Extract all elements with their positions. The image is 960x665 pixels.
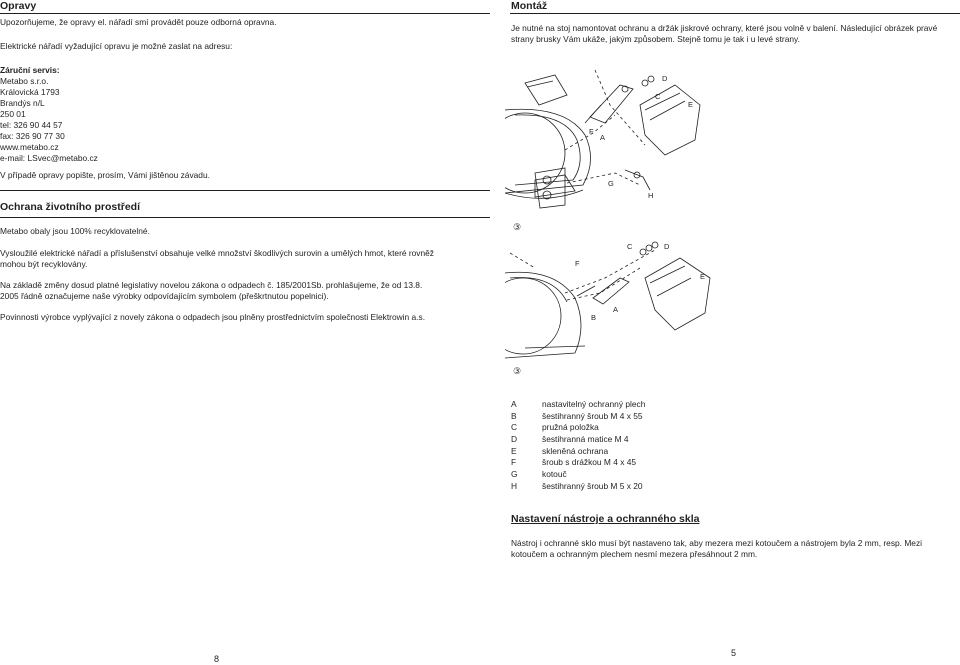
adjustment-paragraph (511, 538, 922, 560)
legend-key: E (511, 445, 517, 456)
legend-item (511, 469, 645, 481)
assembly-figure-bottom (505, 238, 735, 378)
figure-label-a: A (613, 305, 619, 314)
address-line-email[interactable]: e-mail: LSvec@metabo.cz (0, 153, 98, 163)
assembly-paragraph (511, 23, 937, 45)
legend-item (511, 446, 645, 458)
text-line: mohou být recyklovány. (0, 259, 88, 269)
legend-item (511, 434, 645, 446)
env-paragraph-3 (0, 280, 422, 302)
legend-text: šestihranná matice M 4 (542, 434, 629, 445)
repair-paragraph-1: Upozorňujeme, že opravy el. nářadí smí provádět pouze odborná opravna. (0, 17, 277, 27)
figure-label-h: H (648, 191, 654, 200)
heading-adjustment: Nastavení nástroje a ochranného skla (511, 513, 700, 525)
text-line: strany brusky Vám ukáže, jakým způsobem. Stejně tomu je tak i u levé strany. (511, 34, 800, 44)
legend-text: nastavitelný ochranný plech (542, 399, 646, 409)
repair-paragraph-2: Elektrické nářadí vyžadující opravu je možné zaslat na adresu: (0, 41, 233, 51)
legend-key: C (511, 422, 518, 433)
text-line: Vysloužilé elektrické nářadí a příslušenství obsahuje velké množství škodlivých surovin a umělých hmot, které rovněž (0, 248, 434, 258)
figure-label-f: F (575, 259, 580, 268)
service-heading: Záruční servis: (0, 65, 60, 75)
figure-label-e: E (700, 272, 706, 281)
figure-label-g: G (608, 179, 614, 188)
env-paragraph-4: Povinnosti výrobce vyplývající z novely zákona o odpadech jsou plněny prostřednictvím společnosti Elektrowin a.s. (0, 312, 426, 322)
legend-text: kotouč (542, 469, 567, 480)
text-line: Nástroj i ochranné sklo musí být nastaveno tak, aby mezera mezi kotoučem a nástrojem byla 2 mm, resp. Mezi (511, 538, 923, 548)
text-line: kotoučem a ochranným plechem nesmí mezera přesáhnout 2 mm. (511, 549, 758, 559)
address-line: Metabo s.r.o. (0, 76, 49, 86)
divider (510, 13, 960, 14)
env-paragraph-2 (0, 248, 434, 270)
legend-text: pružná položka (542, 422, 599, 433)
legend-key: F (511, 457, 517, 468)
divider (0, 217, 490, 218)
legend-text: šestihranný šroub M 5 x 20 (542, 480, 643, 491)
figure-label-f: F (589, 127, 594, 136)
address-line: Královická 1793 (0, 87, 60, 97)
address-line: Brandýs n/L (0, 98, 45, 108)
legend-item (511, 399, 645, 411)
figure-label-b: B (591, 313, 597, 322)
figure-label-d: D (664, 242, 670, 251)
legend-key: A (511, 399, 517, 409)
heading-environment: Ochrana životního prostředí (0, 201, 141, 213)
parts-legend (511, 399, 645, 493)
figure-label-a: A (600, 133, 606, 142)
text-line: Je nutné na stoj namontovat ochranu a držák jiskrové ochrany, které jsou volně v balení. Následující obrázek pravé (511, 23, 938, 33)
legend-key: D (511, 434, 518, 445)
legend-text: šroub s drážkou M 4 x 45 (542, 457, 637, 468)
legend-item (511, 457, 645, 469)
figure-label-c: C (627, 242, 633, 251)
address-line: fax: 326 90 77 30 (0, 131, 65, 141)
address-line-web[interactable]: www.metabo.cz (0, 142, 59, 152)
figure-label-e: E (688, 100, 694, 109)
legend-key: G (511, 469, 518, 480)
assembly-figure-top (505, 65, 735, 235)
figure-label-d: D (662, 74, 668, 83)
legend-item (511, 422, 645, 434)
page-number-left: 8 (214, 654, 220, 664)
env-paragraph-1: Metabo obaly jsou 100% recyklovatelné. (0, 226, 150, 236)
heading-repairs: Opravy (0, 0, 37, 12)
divider (0, 13, 490, 14)
address-line: 250 01 (0, 109, 26, 119)
legend-item (511, 411, 645, 423)
divider (0, 190, 490, 191)
address-line: tel: 326 90 44 57 (0, 120, 63, 130)
figure-label-c: C (655, 92, 661, 101)
figure-marker: ③ (513, 366, 522, 376)
legend-item (511, 481, 645, 493)
page-number-right: 5 (731, 648, 737, 658)
legend-key: H (511, 480, 518, 491)
text-line: Na základě změny dosud platné legislativy novelou zákona o odpadech č. 185/2001Sb. prohlašujeme, že od 13.8. (0, 280, 423, 290)
repair-paragraph-3: V případě opravy popište, prosím, Vámi jištěnou závadu. (0, 170, 210, 180)
legend-text: skleněná ochrana (542, 445, 609, 456)
legend-key: B (511, 410, 517, 421)
text-line: 2005 řádně označujeme naše výrobky odpovídajícím symbolem (přeškrtnutou popelnici). (0, 291, 329, 301)
heading-assembly: Montáž (511, 0, 548, 12)
legend-text: šestihranný šroub M 4 x 55 (542, 410, 643, 421)
service-address (0, 76, 98, 164)
figure-marker: ③ (513, 222, 522, 232)
